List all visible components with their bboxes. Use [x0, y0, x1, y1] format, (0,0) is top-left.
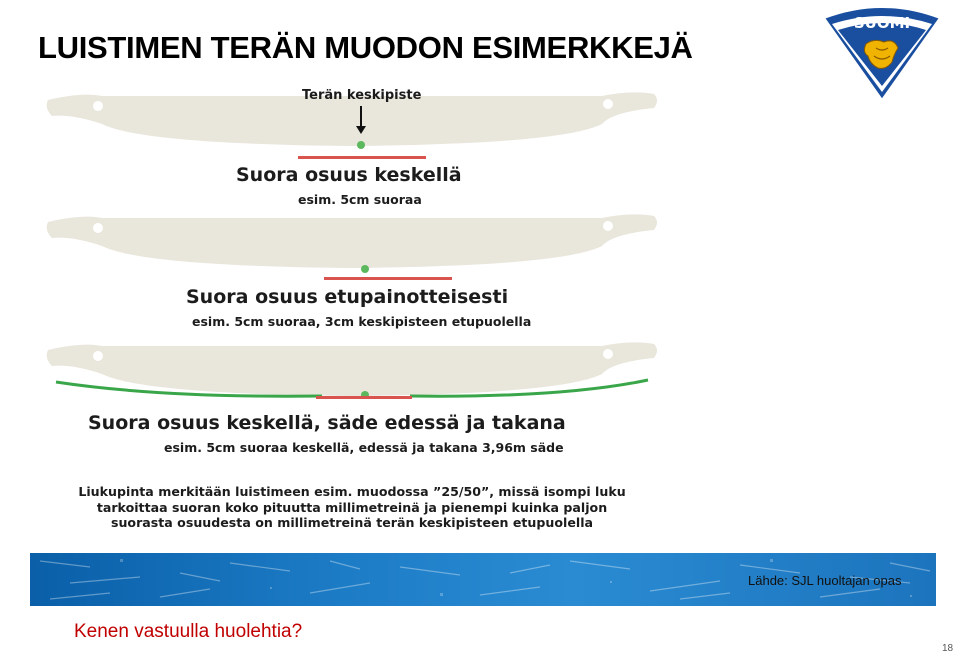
straight-section-line	[324, 277, 452, 280]
skate-blade-2	[42, 208, 662, 274]
skate-blade-3	[42, 336, 662, 402]
caption-line: Liukupinta merkitään luistimeen esim. muodossa ”25/50”, missä isompi luku	[78, 484, 626, 499]
suomi-lion-logo	[820, 4, 944, 102]
example-1-title: Suora osuus keskellä	[236, 164, 462, 186]
blade-examples-figure	[36, 78, 668, 550]
example-2-subtitle: esim. 5cm suoraa, 3cm keskipisteen etupuolella	[192, 314, 532, 329]
straight-section-line	[316, 396, 412, 399]
example-1-subtitle: esim. 5cm suoraa	[298, 192, 422, 207]
page-number: 18	[942, 643, 954, 654]
center-point-label: Terän keskipiste	[302, 88, 422, 103]
lion-shield-icon	[820, 4, 944, 102]
example-2-title: Suora osuus etupainotteisesti	[186, 286, 509, 308]
arrow-down-icon	[354, 106, 368, 136]
logo-text: SUOMI	[853, 14, 911, 32]
center-dot	[356, 140, 366, 150]
question-text: Kenen vastuulla huolehtia?	[74, 621, 303, 642]
center-dot	[360, 264, 370, 274]
example-3-title: Suora osuus keskellä, säde edessä ja takana	[88, 412, 566, 434]
slide-title: LUISTIMEN TERÄN MUODON ESIMERKKEJÄ	[38, 30, 693, 65]
caption-line: suorasta osuudesta on millimetreinä terän keskipisteen etupuolella	[110, 515, 594, 530]
caption-line: tarkoittaa suoran koko pituutta millimetreinä ja pienempi kuinka paljon	[96, 499, 608, 515]
example-3-subtitle: esim. 5cm suoraa keskellä, edessä ja takana 3,96m säde	[164, 440, 564, 455]
source-text: Lähde: SJL huoltajan opas	[748, 573, 902, 588]
figure-caption	[36, 484, 668, 531]
straight-section-line	[298, 156, 426, 159]
